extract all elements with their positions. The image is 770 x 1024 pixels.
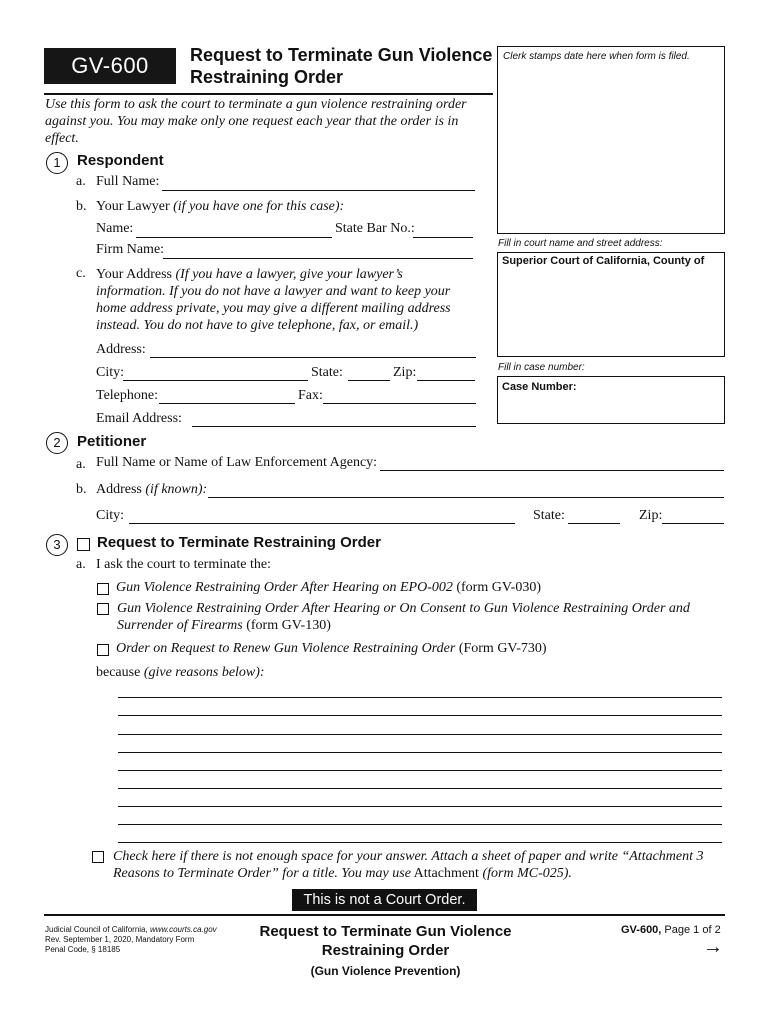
footer-title (228, 922, 543, 981)
intro-line-3: effect. (45, 131, 79, 146)
clerk-stamp-box (497, 46, 725, 234)
because-label: because (96, 665, 141, 680)
attachment-line-2c: (form MC-025). (482, 866, 572, 881)
attachment-line-1: Check here if there is not enough space for your answer. Attach a sheet of paper and write “Attachment 3 (113, 849, 704, 864)
attachment-line-2b: Attachment (413, 866, 479, 881)
petitioner-state-field[interactable] (568, 523, 620, 524)
footer-code: Penal Code, § 18185 (45, 945, 121, 954)
because-note: (give reasons below): (143, 665, 265, 680)
lawyer-label-row (96, 199, 344, 215)
lawyer-name-label: Name: (96, 221, 134, 236)
petitioner-address-note: (if known): (145, 482, 208, 497)
page-title (190, 44, 492, 88)
footer-rule (44, 914, 725, 916)
respondent-a-prefix: a. (76, 174, 86, 189)
intro-text (45, 96, 495, 147)
section-3-heading: Request to Terminate Restraining Order (97, 534, 381, 551)
lawyer-name-field[interactable] (136, 237, 332, 238)
intro-line-2: against you. You may make only one request each year that the order is in (45, 114, 459, 129)
not-court-order-banner: This is not a Court Order. (292, 889, 477, 911)
court-name-label: Superior Court of California, County of (502, 255, 705, 267)
header-rule (44, 93, 493, 95)
lawyer-note: (if you have one for this case): (173, 199, 345, 214)
clerk-stamp-label: Clerk stamps date here when form is filed. (503, 51, 690, 62)
reason-line-1[interactable] (118, 697, 722, 698)
section-3-number: 3 (46, 534, 68, 556)
state-bar-label: State Bar No.: (335, 221, 415, 236)
footer-rev: Rev. September 1, 2020, Mandatory Form (45, 935, 195, 944)
respondent-state-label: State: (311, 365, 343, 380)
option-3-checkbox[interactable] (97, 644, 109, 656)
petitioner-city-label: City: (96, 508, 125, 523)
case-number-label: Case Number: (502, 381, 577, 393)
option-2-form: (form GV-130) (246, 618, 331, 633)
option-3-title: Order on Request to Renew Gun Violence Restraining Order (116, 641, 456, 656)
respondent-b-prefix: b. (76, 199, 87, 214)
option-2-text (117, 600, 717, 634)
because-row (96, 665, 265, 681)
reason-line-3[interactable] (118, 734, 722, 735)
fax-label: Fax: (298, 388, 323, 403)
reason-line-7[interactable] (118, 806, 722, 807)
petitioner-b-prefix: b. (76, 482, 87, 497)
option-3-form: (Form GV-730) (458, 641, 547, 656)
section-1-heading: Respondent (77, 152, 164, 169)
footer-title-line-1: Request to Terminate Gun Violence (259, 923, 512, 940)
lawyer-label: Your Lawyer (96, 199, 170, 214)
title-line-2: Restraining Order (190, 67, 344, 87)
reason-line-6[interactable] (118, 788, 722, 789)
fax-field[interactable] (323, 403, 476, 404)
petitioner-address-label: Address (96, 482, 142, 497)
section-1-number: 1 (46, 152, 68, 174)
reason-line-5[interactable] (118, 770, 722, 771)
petitioner-a-prefix: a. (76, 457, 86, 472)
attachment-text (113, 848, 723, 882)
petitioner-state-label: State: (533, 508, 565, 523)
reason-line-2[interactable] (118, 715, 722, 716)
option-1-form: (form GV-030) (456, 580, 541, 595)
footer-form-code: GV-600, (621, 924, 662, 936)
option-1-checkbox[interactable] (97, 583, 109, 595)
next-page-arrow-icon[interactable]: → (703, 936, 723, 958)
title-line-1: Request to Terminate Gun Violence (190, 45, 493, 65)
respondent-state-field[interactable] (348, 380, 390, 381)
petitioner-zip-field[interactable] (662, 523, 724, 524)
petitioner-name-field[interactable] (380, 470, 724, 471)
option-1-title: Gun Violence Restraining Order After Hearing on EPO-002 (116, 580, 453, 595)
respondent-city-field[interactable] (123, 380, 308, 381)
firm-name-label: Firm Name: (96, 242, 165, 257)
your-address-block (96, 266, 496, 334)
footer-left (45, 925, 217, 955)
option-1-text (116, 580, 541, 596)
respondent-full-name-field[interactable] (162, 190, 475, 191)
respondent-c-prefix: c. (76, 266, 86, 281)
address-note-2: information. If you do not have a lawyer and want to keep your (96, 284, 451, 299)
telephone-label: Telephone: (96, 388, 158, 403)
section-2-heading: Petitioner (77, 433, 147, 450)
section-2-number: 2 (46, 432, 68, 454)
attachment-line-2a: Reasons to Terminate Order” for a title. You may use (113, 866, 411, 881)
request-a-label: I ask the court to terminate the: (96, 557, 271, 572)
court-name-box[interactable] (497, 252, 725, 357)
option-2-title-line-1: Gun Violence Restraining Order After Hearing or On Consent to Gun Violence Restraining Order and (117, 601, 690, 616)
your-address-label: Your Address (96, 267, 172, 282)
reason-line-8[interactable] (118, 824, 722, 825)
respondent-full-name-label: Full Name: (96, 174, 160, 189)
state-bar-field[interactable] (413, 237, 473, 238)
address-note-3: home address private, you may give a different mailing address (96, 301, 451, 316)
respondent-address-field[interactable] (150, 357, 476, 358)
petitioner-address-label-row (96, 482, 207, 498)
request-a-prefix: a. (76, 557, 86, 572)
reason-line-4[interactable] (118, 752, 722, 753)
email-field[interactable] (192, 426, 476, 427)
footer-site: www.courts.ca.gov (149, 925, 217, 934)
firm-name-field[interactable] (163, 258, 473, 259)
attachment-checkbox[interactable] (92, 851, 104, 863)
footer-council: Judicial Council of California, (45, 925, 148, 934)
address-note-4: instead. You do not have to give telephone, fax, or email.) (96, 318, 419, 333)
email-label: Email Address: (96, 411, 182, 426)
respondent-zip-field[interactable] (417, 380, 475, 381)
footer-title-line-2: Restraining Order (321, 942, 450, 959)
option-2-checkbox[interactable] (97, 603, 109, 615)
form-code-badge: GV-600 (44, 48, 176, 84)
address-note-1: (If you have a lawyer, give your lawyer’s (175, 267, 403, 282)
option-3-text (116, 641, 547, 657)
respondent-city-label: City: (96, 365, 125, 380)
respondent-address-label: Address: (96, 342, 146, 357)
telephone-field[interactable] (159, 403, 295, 404)
court-name-hint: Fill in court name and street address: (498, 238, 663, 249)
option-2-title-line-2: Surrender of Firearms (117, 618, 243, 633)
case-number-box[interactable] (497, 376, 725, 424)
footer-page-info (621, 924, 721, 936)
case-number-hint: Fill in case number: (498, 362, 585, 373)
footer-subtitle: (Gun Violence Prevention) (310, 964, 461, 978)
petitioner-city-field[interactable] (129, 523, 515, 524)
section-3-checkbox[interactable] (77, 538, 90, 551)
petitioner-name-label: Full Name or Name of Law Enforcement Agency: (96, 455, 378, 470)
intro-line-1: Use this form to ask the court to terminate a gun violence restraining order (45, 97, 467, 112)
footer-page-number: Page 1 of 2 (664, 924, 721, 936)
petitioner-zip-label: Zip: (639, 508, 663, 523)
petitioner-address-field[interactable] (208, 497, 724, 498)
respondent-zip-label: Zip: (393, 365, 417, 380)
reason-line-9[interactable] (118, 842, 722, 843)
